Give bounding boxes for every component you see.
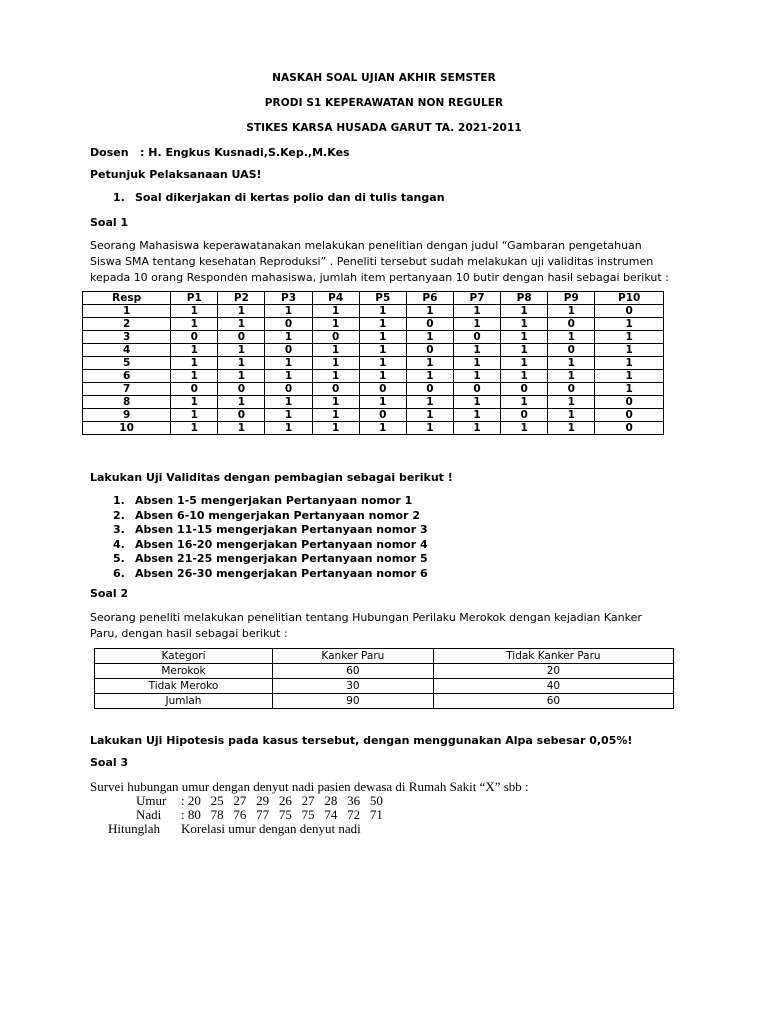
- table-cell: 0: [312, 383, 359, 396]
- table-cell: 1: [171, 318, 218, 331]
- table-cell: 1: [312, 344, 359, 357]
- dosen-line: Dosen : H. Engkus Kusnadi,S.Kep.,M.Kes: [90, 146, 350, 159]
- table-row: [95, 664, 674, 679]
- table-cell: 0: [265, 383, 312, 396]
- paragraph-line: Seorang peneliti melakukan penelitian tentang Hubungan Perilaku Merokok dengan kejadian Kanker: [90, 611, 642, 624]
- table-cell: 1: [265, 357, 312, 370]
- table-cell: 0: [595, 409, 664, 422]
- table-cell: 0: [501, 383, 548, 396]
- table-cell: 1: [453, 370, 500, 383]
- table-cell: 1: [548, 422, 595, 435]
- table-cell: 1: [312, 305, 359, 318]
- soal-1-title: Soal 1: [90, 216, 129, 229]
- table-row: [83, 409, 664, 422]
- table-cell: 0: [218, 409, 265, 422]
- table-cell: 1: [406, 422, 453, 435]
- table-row: [83, 396, 664, 409]
- column-header: P1: [171, 292, 218, 305]
- table-cell: 1: [501, 370, 548, 383]
- table-cell: 0: [453, 331, 500, 344]
- table-cell: 0: [453, 383, 500, 396]
- table-cell: 1: [312, 396, 359, 409]
- table-cell: 1: [406, 357, 453, 370]
- column-header: Resp: [83, 292, 171, 305]
- table-cell: 1: [83, 305, 171, 318]
- table-cell: Tidak Meroko: [95, 679, 273, 694]
- table-cell: 1: [406, 409, 453, 422]
- table-cell: 5: [83, 357, 171, 370]
- table-cell: 1: [359, 357, 406, 370]
- table-cell: 1: [171, 396, 218, 409]
- table-row: [83, 331, 664, 344]
- response-table: [82, 291, 664, 435]
- table-cell: 8: [83, 396, 171, 409]
- table-cell: 0: [406, 383, 453, 396]
- table-cell: 1: [312, 318, 359, 331]
- table-cell: 0: [265, 344, 312, 357]
- table-cell: 1: [359, 318, 406, 331]
- header-line-1: NASKAH SOAL UJIAN AKHIR SEMSTER: [272, 72, 496, 84]
- table-cell: 0: [595, 396, 664, 409]
- table-cell: 1: [171, 344, 218, 357]
- table-cell: 10: [83, 422, 171, 435]
- table-cell: 1: [265, 331, 312, 344]
- table-cell: 1: [218, 422, 265, 435]
- soal-1-paragraph: [90, 238, 690, 286]
- list-item: 3. Absen 11-15 mengerjakan Pertanyaan nomor 3: [113, 523, 428, 536]
- column-header: P7: [453, 292, 500, 305]
- table-cell: 2: [83, 318, 171, 331]
- umur-values: : 20 25 27 29 26 27 28 36 50: [181, 793, 383, 808]
- paragraph-line: Seorang Mahasiswa keperawatanakan melakukan penelitian dengan judul “Gambaran pengetahuan: [90, 239, 642, 252]
- table-cell: 0: [595, 305, 664, 318]
- table-row: [83, 383, 664, 396]
- table-cell: 90: [272, 694, 433, 709]
- table-cell: 1: [453, 344, 500, 357]
- umur-label: Umur: [136, 793, 167, 808]
- assignment-list: [113, 494, 428, 581]
- table-cell: 1: [501, 357, 548, 370]
- table-cell: 1: [548, 370, 595, 383]
- table-cell: 1: [359, 344, 406, 357]
- table-cell: 1: [359, 422, 406, 435]
- list-item: 1. Soal dikerjakan di kertas polio dan di tulis tangan: [113, 191, 445, 204]
- table-cell: 1: [312, 422, 359, 435]
- table-cell: 0: [359, 383, 406, 396]
- table-cell: 1: [453, 305, 500, 318]
- table-cell: 1: [218, 396, 265, 409]
- table-cell: 1: [359, 370, 406, 383]
- table-cell: 1: [453, 396, 500, 409]
- nadi-values: : 80 78 76 77 75 75 74 72 71: [181, 807, 383, 822]
- task-text: Korelasi umur dengan denyut nadi: [181, 821, 361, 836]
- header-line-2: PRODI S1 KEPERAWATAN NON REGULER: [264, 97, 504, 109]
- table-cell: 0: [359, 409, 406, 422]
- table-cell: 1: [171, 409, 218, 422]
- table-cell: 1: [218, 370, 265, 383]
- table-cell: 0: [595, 422, 664, 435]
- table-cell: 0: [501, 409, 548, 422]
- table-cell: 1: [595, 331, 664, 344]
- table-cell: 0: [406, 318, 453, 331]
- table-cell: 1: [218, 357, 265, 370]
- table-header-row: [83, 292, 664, 305]
- table-cell: 1: [265, 396, 312, 409]
- table-cell: 1: [595, 357, 664, 370]
- table-cell: 1: [218, 344, 265, 357]
- table-cell: 1: [595, 383, 664, 396]
- kanker-table: [94, 648, 674, 709]
- table-cell: Jumlah: [95, 694, 273, 709]
- table-cell: 1: [595, 370, 664, 383]
- paragraph-line: kepada 10 orang Responden mahasiswa, jumlah item pertanyaan 10 butir dengan hasil sebagai berikut :: [90, 271, 669, 284]
- table-cell: 9: [83, 409, 171, 422]
- soal-3-intro: Survei hubungan umur dengan denyut nadi pasien dewasa di Rumah Sakit “X” sbb :: [90, 779, 529, 794]
- soal-1-instruction: Lakukan Uji Validitas dengan pembagian sebagai berikut !: [90, 471, 453, 484]
- table-cell: 1: [406, 396, 453, 409]
- list-item: 5. Absen 21-25 mengerjakan Pertanyaan nomor 5: [113, 552, 428, 565]
- column-header: P3: [265, 292, 312, 305]
- table-row: [83, 357, 664, 370]
- table-cell: 0: [171, 331, 218, 344]
- table-cell: 1: [359, 331, 406, 344]
- table-cell: Merokok: [95, 664, 273, 679]
- table-cell: 20: [433, 664, 673, 679]
- table-cell: 1: [453, 357, 500, 370]
- table-cell: 1: [265, 370, 312, 383]
- table-header-row: [95, 649, 674, 664]
- table-cell: 1: [265, 422, 312, 435]
- table-cell: 0: [312, 331, 359, 344]
- column-header: Tidak Kanker Paru: [433, 649, 673, 664]
- table-cell: 1: [312, 357, 359, 370]
- table-row: [95, 679, 674, 694]
- table-cell: 60: [433, 694, 673, 709]
- table-cell: 1: [548, 331, 595, 344]
- table-cell: 40: [433, 679, 673, 694]
- header-line-3: STIKES KARSA HUSADA GARUT TA. 2021-2011: [246, 122, 522, 134]
- table-cell: 1: [453, 409, 500, 422]
- table-cell: 4: [83, 344, 171, 357]
- table-cell: 1: [501, 331, 548, 344]
- table-cell: 1: [595, 318, 664, 331]
- table-cell: 1: [501, 318, 548, 331]
- table-cell: 1: [406, 331, 453, 344]
- table-cell: 1: [171, 305, 218, 318]
- soal-3-title: Soal 3: [90, 756, 129, 769]
- table-cell: 1: [171, 370, 218, 383]
- table-cell: 0: [548, 318, 595, 331]
- paragraph-line: Siswa SMA tentang kesehatan Reproduksi” . Peneliti tersebut sudah melakukan uji validitas instrumen: [90, 255, 654, 268]
- column-header: P8: [501, 292, 548, 305]
- table-row: [83, 305, 664, 318]
- table-cell: 0: [406, 344, 453, 357]
- table-cell: 3: [83, 331, 171, 344]
- table-cell: 30: [272, 679, 433, 694]
- list-item: 2. Absen 6-10 mengerjakan Pertanyaan nomor 2: [113, 508, 420, 522]
- table-cell: 1: [548, 305, 595, 318]
- petunjuk-list: [113, 191, 445, 206]
- table-cell: 1: [453, 318, 500, 331]
- table-cell: 1: [501, 344, 548, 357]
- petunjuk-title: Petunjuk Pelaksanaan UAS!: [90, 168, 262, 181]
- table-row: [83, 344, 664, 357]
- table-cell: 1: [218, 318, 265, 331]
- list-item: 1. Absen 1-5 mengerjakan Pertanyaan nomor 1: [113, 494, 413, 507]
- table-cell: 1: [312, 409, 359, 422]
- table-row: [95, 694, 674, 709]
- table-cell: 1: [595, 344, 664, 357]
- table-cell: 1: [312, 370, 359, 383]
- table-cell: 1: [218, 305, 265, 318]
- table-cell: 1: [501, 396, 548, 409]
- table-cell: 0: [218, 383, 265, 396]
- soal-2-paragraph: [90, 610, 690, 642]
- table-cell: 1: [501, 422, 548, 435]
- table-cell: 1: [171, 357, 218, 370]
- table-cell: 7: [83, 383, 171, 396]
- table-row: [83, 370, 664, 383]
- table-cell: 1: [359, 396, 406, 409]
- table-cell: 0: [265, 318, 312, 331]
- table-row: [83, 318, 664, 331]
- table-cell: 1: [406, 370, 453, 383]
- table-cell: 1: [265, 305, 312, 318]
- column-header: Kanker Paru: [272, 649, 433, 664]
- column-header: P6: [406, 292, 453, 305]
- table-cell: 1: [453, 422, 500, 435]
- table-cell: 1: [406, 305, 453, 318]
- column-header: P5: [359, 292, 406, 305]
- paragraph-line: Paru, dengan hasil sebagai berikut :: [90, 627, 288, 640]
- table-row: [83, 422, 664, 435]
- table-cell: 60: [272, 664, 433, 679]
- column-header: P10: [595, 292, 664, 305]
- task-label: Hitunglah: [108, 821, 160, 836]
- soal-2-title: Soal 2: [90, 587, 129, 600]
- table-cell: 1: [548, 396, 595, 409]
- table-cell: 0: [548, 383, 595, 396]
- column-header: Kategori: [95, 649, 273, 664]
- table-cell: 0: [548, 344, 595, 357]
- table-cell: 1: [501, 305, 548, 318]
- table-cell: 0: [171, 383, 218, 396]
- column-header: P9: [548, 292, 595, 305]
- table-cell: 6: [83, 370, 171, 383]
- column-header: P2: [218, 292, 265, 305]
- list-item: 4. Absen 16-20 mengerjakan Pertanyaan nomor 4: [113, 537, 428, 551]
- table-cell: 1: [548, 409, 595, 422]
- table-cell: 1: [359, 305, 406, 318]
- column-header: P4: [312, 292, 359, 305]
- nadi-label: Nadi: [136, 807, 162, 822]
- table-cell: 1: [548, 357, 595, 370]
- soal-2-instruction: Lakukan Uji Hipotesis pada kasus tersebut, dengan menggunakan Alpa sebesar 0,05%!: [90, 734, 633, 747]
- table-cell: 0: [218, 331, 265, 344]
- table-cell: 1: [171, 422, 218, 435]
- table-cell: 1: [265, 409, 312, 422]
- list-item: 6. Absen 26-30 mengerjakan Pertanyaan nomor 6: [113, 566, 428, 580]
